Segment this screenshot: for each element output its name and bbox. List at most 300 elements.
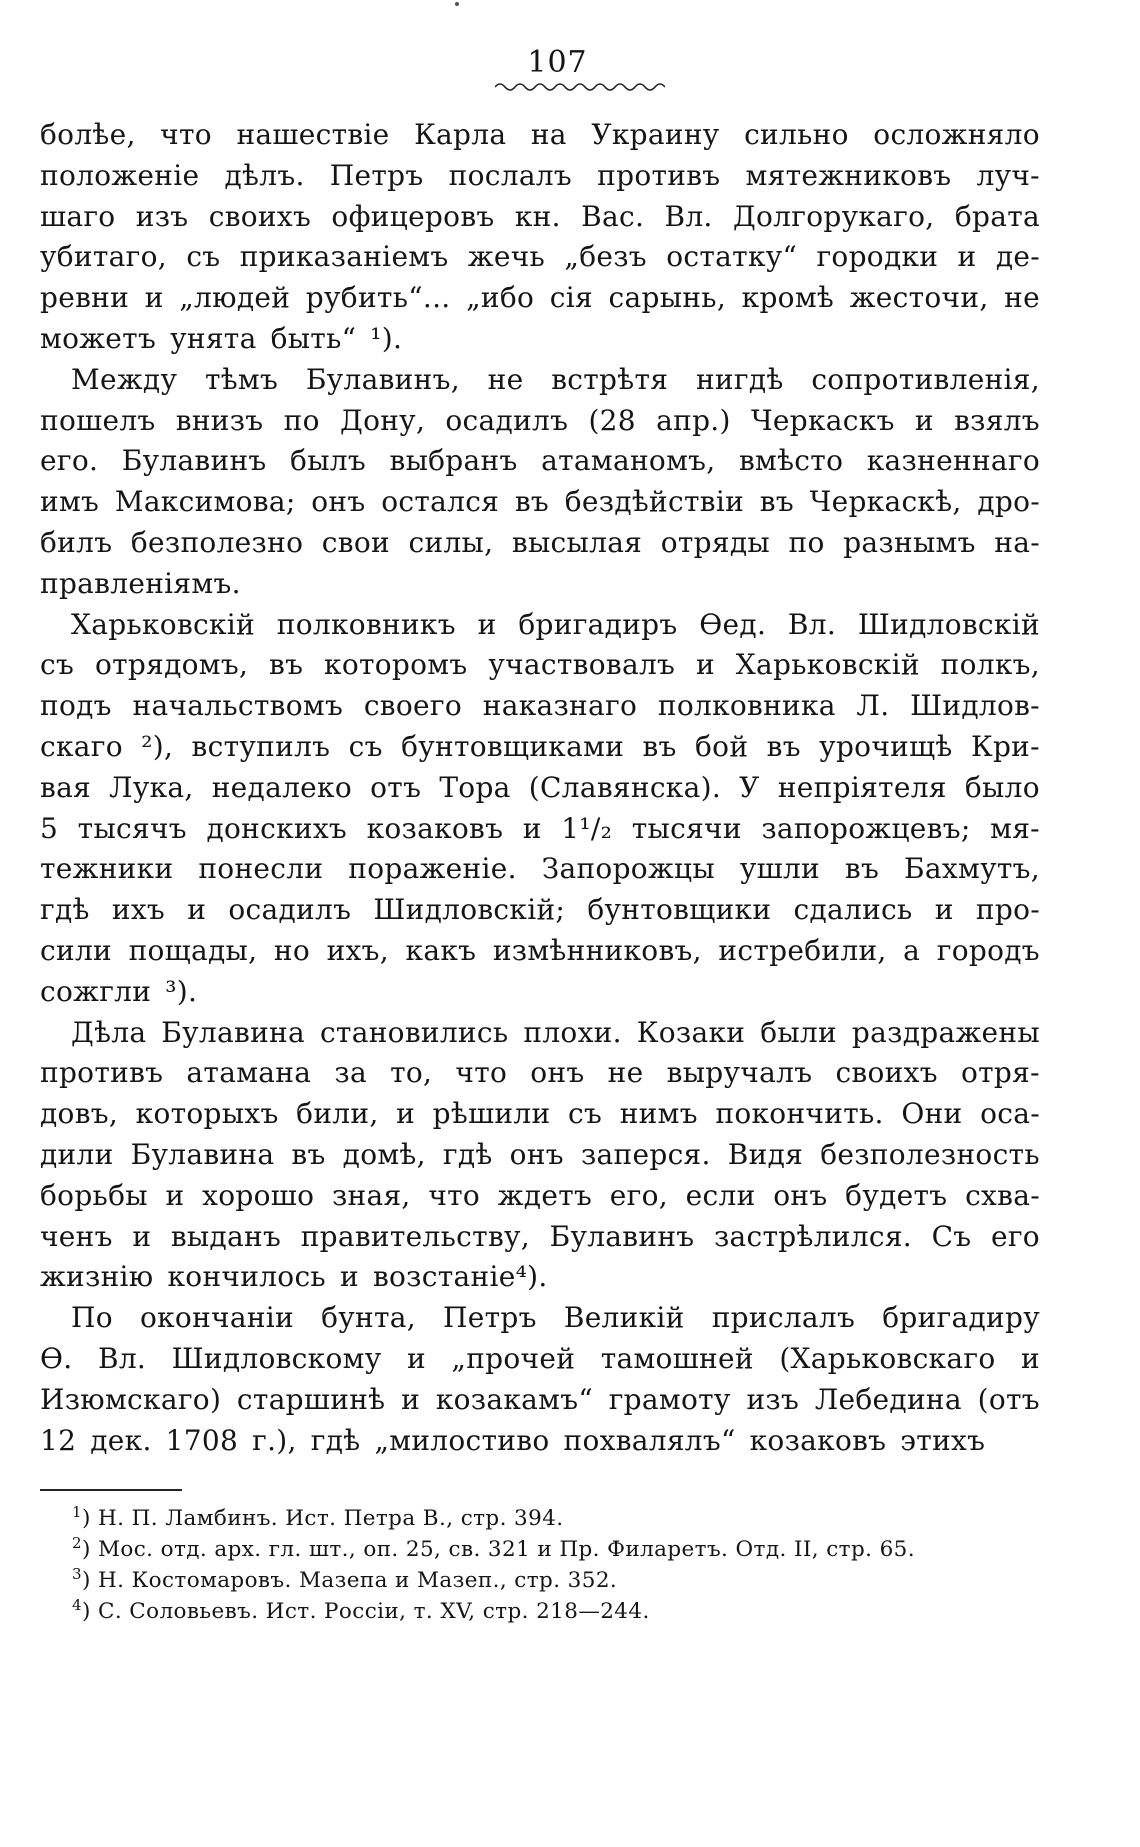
footnote: $^1$) Н. П. Ламбинъ. Ист. Петра В., стр. 394.	[72, 1503, 564, 1532]
word: внизъ	[175, 403, 264, 437]
word: Съ	[931, 1219, 972, 1253]
word: нигдѣ	[695, 362, 784, 396]
word: и	[1020, 1341, 1040, 1375]
word: были	[760, 1015, 837, 1049]
word: съ	[348, 729, 383, 763]
word: на	[530, 118, 567, 151]
word: „милостиво	[374, 1423, 550, 1457]
word: безполезность	[820, 1137, 1040, 1171]
word: онъ	[530, 1056, 585, 1090]
footnote: $^2$) Мос. отд. арх. гл. шт., оп. 25, св. 321 и Пр. Филаретъ. Отд. II, стр. 65.	[72, 1534, 915, 1563]
word: и	[522, 811, 542, 845]
text-line	[40, 1053, 1040, 1094]
word: гдѣ	[442, 1137, 493, 1171]
word: остался	[381, 485, 500, 519]
text-line	[40, 1013, 1040, 1054]
word: грамоту	[608, 1382, 731, 1416]
footnote: $^4$) С. Соловьевъ. Ист. Россіи, т. XV, стр. 218—244.	[72, 1596, 650, 1625]
word: Булавина	[130, 1137, 275, 1171]
word: покончить.	[715, 1097, 884, 1131]
word: Тора	[439, 770, 511, 804]
word: дро-	[977, 485, 1040, 519]
text-line	[40, 1135, 1040, 1176]
text-line	[40, 1298, 1040, 1339]
word: полкъ,	[940, 648, 1040, 682]
word: сдались	[793, 893, 913, 927]
word: его,	[609, 1178, 668, 1212]
word: осадилъ	[445, 403, 569, 437]
word: изъ	[746, 1382, 800, 1416]
word: дек.	[90, 1423, 152, 1457]
word: Дѣла	[71, 1015, 147, 1049]
word: казненнаго	[866, 444, 1040, 478]
wavy-rule-ornament	[495, 81, 665, 93]
word: дѣлъ.	[224, 158, 305, 192]
word: подъ	[40, 689, 112, 723]
word: быть“	[270, 321, 357, 355]
word: брата	[954, 199, 1040, 233]
word: борьбы	[40, 1178, 148, 1212]
word: тысячъ	[77, 811, 187, 845]
word: Черкаскъ	[750, 403, 895, 437]
word: ³).	[165, 974, 198, 1008]
word: Великій	[563, 1301, 685, 1335]
text-line	[40, 890, 1040, 931]
word: наказнаго	[482, 689, 638, 723]
text-line	[40, 972, 1040, 1013]
word: урочищѣ	[819, 729, 953, 763]
text-line	[40, 605, 1040, 646]
word: г.),	[252, 1423, 297, 1457]
word: кн.	[514, 199, 561, 233]
word: де-	[995, 240, 1040, 274]
word: свои	[321, 525, 390, 559]
word: остатку“	[666, 240, 798, 274]
text-line	[40, 237, 1040, 278]
word: изъ	[135, 199, 189, 233]
text-line	[40, 564, 1040, 605]
word: Максимова;	[114, 485, 296, 519]
word: козаковъ	[366, 811, 504, 845]
word: билъ	[40, 525, 113, 559]
word: По	[71, 1301, 113, 1335]
word: онъ	[773, 1178, 828, 1212]
word: вая	[40, 770, 92, 804]
footnote-text: Н. П. Ламбинъ. Ист. Петра В., стр. 394.	[97, 1506, 564, 1532]
word: дили	[40, 1137, 114, 1171]
word: пощады,	[128, 933, 258, 967]
word: Л.	[856, 689, 890, 723]
word: Украину	[591, 118, 720, 151]
word: Вл.	[664, 199, 713, 233]
text-line	[40, 360, 1040, 401]
word: мя-	[990, 811, 1040, 845]
text-line	[40, 115, 1040, 156]
word: имъ	[40, 485, 100, 519]
word: бригадиръ	[518, 607, 678, 641]
word: били,	[296, 1097, 379, 1131]
text-line	[40, 931, 1040, 972]
word: и	[132, 1219, 152, 1253]
word: зная,	[331, 1178, 411, 1212]
word: и	[401, 1382, 421, 1416]
word: въ	[766, 729, 801, 763]
word: Черкаскѣ,	[809, 485, 962, 519]
text-line	[40, 686, 1040, 727]
word: по	[788, 525, 825, 559]
word: У	[739, 770, 760, 804]
word: взялъ	[954, 403, 1040, 437]
word: жечь	[467, 240, 546, 274]
word: сожгли	[40, 974, 152, 1008]
word: начальствомъ	[132, 689, 344, 723]
word: Вас.	[581, 199, 645, 233]
word: Петръ	[443, 1301, 537, 1335]
text-line	[40, 156, 1040, 197]
word: шаго	[40, 199, 116, 233]
word: своего	[363, 689, 463, 723]
word: съ	[186, 240, 221, 274]
word: сильно	[744, 118, 849, 151]
word: съ	[568, 1097, 603, 1131]
word: ревни	[40, 281, 130, 315]
word: бунтовщики	[587, 893, 772, 927]
word: жизнію	[40, 1260, 154, 1294]
word: Между	[71, 362, 178, 396]
text-line	[40, 1094, 1040, 1135]
word: ушли	[739, 852, 820, 886]
footnote: $^3$) Н. Костомаровъ. Мазепа и Мазеп., стр. 352.	[72, 1565, 618, 1594]
word: Изюмскаго)	[40, 1382, 222, 1416]
body-text	[40, 115, 1040, 1461]
word: противъ	[597, 158, 721, 192]
word: Дону,	[340, 403, 426, 437]
word: (Славянска).	[528, 770, 722, 804]
word: не	[1004, 281, 1040, 315]
word: ченъ	[40, 1219, 113, 1253]
word: донскихъ	[206, 811, 348, 845]
word: въ	[759, 485, 794, 519]
word: городки	[816, 240, 939, 274]
word: Вл.	[787, 607, 837, 641]
word: за	[334, 1056, 367, 1090]
word: хорошо	[202, 1178, 315, 1212]
word: нимъ	[619, 1097, 698, 1131]
text-line	[40, 319, 1040, 360]
paragraph	[40, 115, 1040, 360]
word: Лука,	[109, 770, 194, 804]
word: козаковъ	[749, 1423, 887, 1457]
word: становились	[319, 1015, 509, 1049]
word: истребили,	[718, 933, 887, 967]
word: измѣнниковъ,	[492, 933, 702, 967]
word: Петръ	[329, 158, 424, 192]
word: „ибо	[466, 281, 535, 315]
word: Булавинъ,	[305, 362, 460, 396]
word: атамана	[186, 1056, 312, 1090]
word: домѣ,	[342, 1137, 426, 1171]
word: „людей	[179, 281, 291, 315]
word: болѣе,	[40, 118, 136, 151]
paragraph	[40, 1298, 1040, 1461]
word: можетъ	[40, 321, 157, 355]
word: „безъ	[564, 240, 647, 274]
word: запорожцевъ;	[761, 811, 971, 845]
word: высылая	[511, 525, 643, 559]
word: ждетъ	[497, 1178, 593, 1212]
word: сопротивленія,	[811, 362, 1040, 396]
word: въ	[844, 852, 880, 886]
word: на-	[994, 525, 1040, 559]
word: будетъ	[845, 1178, 948, 1212]
word: Видя	[727, 1137, 804, 1171]
word: положеніе	[40, 158, 200, 192]
word: и	[406, 1341, 426, 1375]
word: офицеровъ	[331, 199, 495, 233]
word: силы,	[408, 525, 494, 559]
word: его.	[40, 444, 99, 478]
footnotes	[40, 1503, 1040, 1627]
word: рубить“...	[305, 281, 451, 315]
text-line	[40, 849, 1040, 890]
word: и	[396, 1097, 416, 1131]
word: луч-	[976, 158, 1040, 192]
word: Они	[901, 1097, 963, 1131]
word: что	[160, 118, 212, 151]
word: Булавинъ	[121, 444, 267, 478]
text-line	[40, 768, 1040, 809]
word: которыхъ	[135, 1097, 279, 1131]
word: отряды	[660, 525, 770, 559]
word: (Харьковскаго	[779, 1341, 996, 1375]
word: и	[187, 893, 207, 927]
word: убитаго,	[40, 240, 168, 274]
word: тамошней	[600, 1341, 754, 1375]
word: нашествіе	[236, 118, 390, 151]
word: (отъ	[977, 1382, 1040, 1416]
word: и	[696, 648, 715, 682]
paragraph	[40, 605, 1040, 1013]
word: гдѣ	[40, 893, 90, 927]
word: заперся.	[580, 1137, 711, 1171]
text-line	[40, 1421, 1040, 1462]
word: унята	[170, 321, 257, 355]
word: Харьковскій	[71, 607, 256, 641]
word: „прочей	[451, 1341, 576, 1375]
word: Шидловскому	[171, 1341, 382, 1375]
text-line	[40, 197, 1040, 238]
word: онъ	[509, 1137, 564, 1171]
word: кромѣ	[741, 281, 835, 315]
word: какъ	[405, 933, 477, 967]
word: 1¹/₂	[561, 811, 613, 845]
paragraph	[40, 360, 1040, 605]
word: было	[964, 770, 1040, 804]
footnote-separator	[40, 1489, 182, 1491]
word: выбранъ	[389, 444, 518, 478]
word: бунта,	[321, 1301, 416, 1335]
word: сія	[549, 281, 593, 315]
text-line	[40, 441, 1040, 482]
word: Ѳед.	[699, 607, 767, 641]
word: этихъ	[900, 1423, 986, 1457]
text-line	[40, 482, 1040, 523]
word: недалеко	[211, 770, 352, 804]
footnote-text: Мос. отд. арх. гл. шт., оп. 25, св. 321 и Пр. Филаретъ. Отд. II, стр. 65.	[97, 1537, 915, 1563]
word: гдѣ	[310, 1423, 361, 1457]
word: и	[165, 1178, 185, 1212]
word: Вл.	[97, 1341, 147, 1375]
word: тысячи	[631, 811, 742, 845]
text-line	[40, 1217, 1040, 1258]
word: не	[607, 1056, 644, 1090]
word: былъ	[290, 444, 366, 478]
word: бой	[695, 729, 749, 763]
footnote-mark: 4	[72, 1596, 82, 1615]
word: полковникъ	[276, 607, 456, 641]
text-line	[40, 727, 1040, 768]
word: схва-	[965, 1178, 1040, 1212]
word: отрядомъ,	[94, 648, 249, 682]
footnote-mark: 2	[72, 1534, 82, 1553]
word: что	[455, 1056, 508, 1090]
word: осложняло	[873, 118, 1040, 151]
word: пошелъ	[40, 403, 156, 437]
word: что	[428, 1178, 481, 1212]
word: непріятеля	[777, 770, 947, 804]
word: вступилъ	[191, 729, 331, 763]
word: козакамъ“	[435, 1382, 593, 1416]
text-line	[40, 401, 1040, 442]
text-line	[40, 278, 1040, 319]
word: окончаніи	[139, 1301, 295, 1335]
word: и	[144, 281, 164, 315]
word: довъ,	[40, 1097, 119, 1131]
word: осадилъ	[228, 893, 352, 927]
word: тѣмъ	[204, 362, 279, 396]
word: городъ	[936, 933, 1040, 967]
word: жесточи,	[849, 281, 989, 315]
word: скаго	[40, 729, 123, 763]
word: ихъ	[111, 893, 166, 927]
word: участвовалъ	[488, 648, 676, 682]
footnote-mark: 1	[72, 1503, 82, 1522]
word: (28	[588, 403, 636, 437]
word: сарынь,	[608, 281, 727, 315]
word: а	[903, 933, 921, 967]
word: то,	[390, 1056, 433, 1090]
word: сили	[40, 933, 112, 967]
word: Кри-	[970, 729, 1040, 763]
word: правленіямъ.	[40, 566, 241, 600]
book-page	[40, 45, 1040, 1627]
word: отъ	[370, 770, 422, 804]
word: возстаніе⁴).	[372, 1260, 548, 1294]
word: 12	[40, 1423, 77, 1457]
page-number: 107	[527, 45, 588, 80]
word: Карла	[414, 118, 507, 151]
word: оса-	[980, 1097, 1040, 1131]
word: но	[273, 933, 311, 967]
word: въ	[291, 1137, 326, 1171]
word: онъ	[311, 485, 366, 519]
word: съ	[40, 648, 75, 682]
word: кончилось	[167, 1260, 326, 1294]
word: Булавинъ	[549, 1219, 695, 1253]
text-line	[40, 645, 1040, 686]
word: ихъ,	[326, 933, 389, 967]
word: тежники	[40, 852, 174, 886]
word: и	[339, 1260, 359, 1294]
word: бунтовщиками	[401, 729, 625, 763]
word: ²),	[141, 729, 174, 763]
word: своихъ	[835, 1056, 938, 1090]
word: бригадиру	[882, 1301, 1040, 1335]
word: которомъ	[324, 648, 468, 682]
word: бездѣйствіи	[564, 485, 745, 519]
word: и	[957, 240, 977, 274]
paragraph	[40, 1013, 1040, 1299]
word: не	[487, 362, 524, 396]
word: въ	[514, 485, 550, 519]
word: и	[477, 607, 497, 641]
word: и	[934, 893, 954, 927]
word: Козаки	[636, 1015, 746, 1049]
word: въ	[269, 648, 304, 682]
footnote-mark: 3	[72, 1565, 82, 1584]
word: Лебедина	[814, 1382, 962, 1416]
word: 5	[40, 811, 59, 845]
word: правительству,	[300, 1219, 530, 1253]
word: послалъ	[448, 158, 573, 192]
word: мятежниковъ	[745, 158, 952, 192]
text-line	[40, 809, 1040, 850]
word: прислалъ	[711, 1301, 856, 1335]
word: отря-	[960, 1056, 1040, 1090]
word: атаманомъ,	[541, 444, 716, 478]
word: пораженіе.	[348, 852, 517, 886]
word: Запорожцы	[541, 852, 715, 886]
scan-speck	[455, 2, 459, 6]
word: рѣшили	[432, 1097, 551, 1131]
word: Шидловскій;	[373, 893, 566, 927]
word: раздражены	[851, 1015, 1040, 1049]
word: его	[990, 1219, 1040, 1253]
word: понесли	[198, 852, 324, 886]
word: и	[914, 403, 934, 437]
word: вмѣсто	[738, 444, 844, 478]
word: выручалъ	[666, 1056, 813, 1090]
word: 1708	[165, 1423, 239, 1457]
word: старшинѣ	[236, 1382, 386, 1416]
word: полковника	[657, 689, 836, 723]
word: апр.)	[656, 403, 731, 437]
word: Шидлов-	[910, 689, 1040, 723]
word: своихъ	[208, 199, 312, 233]
word: ¹).	[370, 321, 403, 355]
text-line	[40, 1257, 1040, 1298]
word: похвалялъ“	[563, 1423, 736, 1457]
word: если	[685, 1178, 756, 1212]
word: про-	[975, 893, 1040, 927]
word: Ѳ.	[40, 1341, 73, 1375]
word: плохи.	[523, 1015, 622, 1049]
word: въ	[642, 729, 677, 763]
word: Шидловскій	[857, 607, 1040, 641]
word: встрѣтя	[551, 362, 669, 396]
text-line	[40, 523, 1040, 564]
footnote-text: С. Соловьевъ. Ист. Россіи, т. XV, стр. 218—244.	[97, 1599, 650, 1625]
